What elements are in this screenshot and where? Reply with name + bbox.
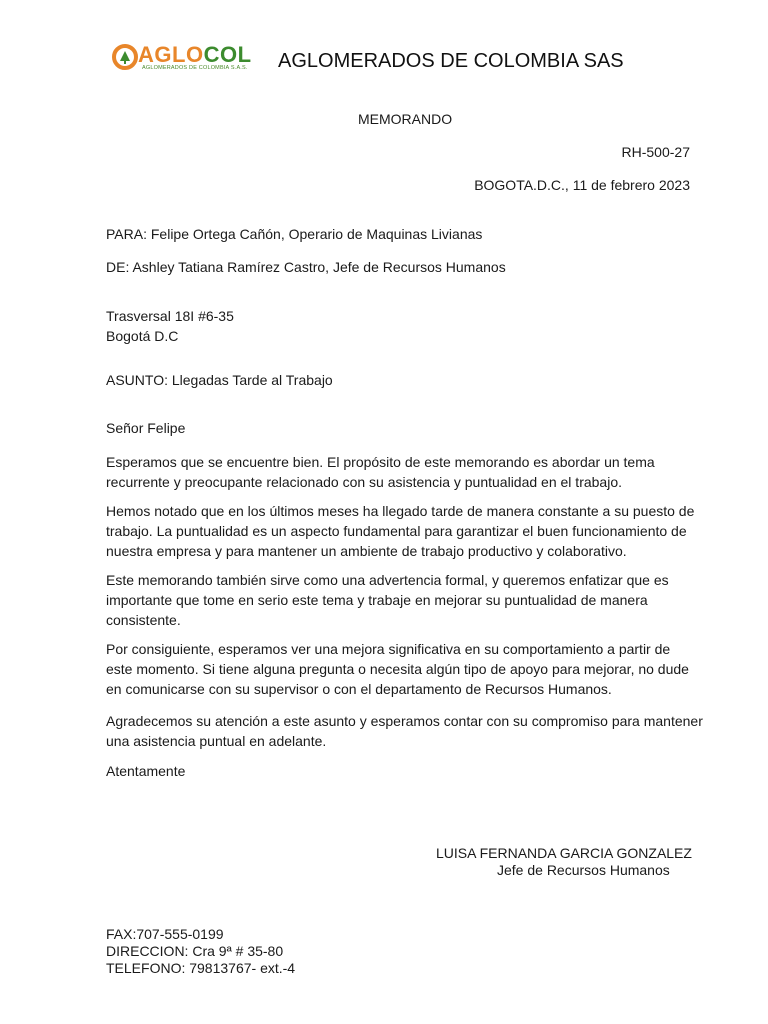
greeting: Señor Felipe	[106, 420, 186, 436]
closing: Atentamente	[106, 763, 186, 779]
company-name: AGLOMERADOS DE COLOMBIA SAS	[278, 50, 624, 72]
footer-phone: TELEFONO: 79813767- ext.-4	[106, 960, 296, 976]
memo-date: BOGOTA.D.C., 11 de febrero 2023	[474, 177, 690, 193]
footer-address: DIRECCION: Cra 9ª # 35-80	[106, 943, 284, 959]
signer-name: LUISA FERNANDA GARCIA GONZALEZ	[436, 845, 692, 861]
company-logo	[112, 42, 252, 74]
logo-subtitle: AGLOMERADOS DE COLOMBIA S.A.S.	[142, 65, 248, 71]
body-paragraph-3: Este memorando también sirve como una advertencia formal, y queremos enfatizar que es importante que tome en serio este tema y trabaje en mejorar su puntualidad de manera consistente.	[106, 572, 669, 628]
body-paragraph-1: Esperamos que se encuentre bien. El propósito de este memorando es abordar un tema recurrente y preocupante relacionado con su asistencia y puntualidad en el trabajo.	[106, 454, 655, 490]
address-line-1: Trasversal 18I #6-35	[106, 308, 234, 324]
footer-fax: FAX:707-555-0199	[106, 926, 224, 942]
memo-title: MEMORANDO	[358, 111, 453, 127]
signer-title: Jefe de Recursos Humanos	[497, 862, 670, 878]
to-line: PARA: Felipe Ortega Cañón, Operario de Maquinas Livianas	[106, 226, 483, 242]
body-paragraph-5: Agradecemos su atención a este asunto y esperamos contar con su compromiso para mantener una asistencia puntual en adelante.	[106, 713, 703, 749]
subject-line: ASUNTO: Llegadas Tarde al Trabajo	[106, 372, 333, 388]
logo-wordmark: AGLOCOL	[138, 42, 252, 67]
body-paragraph-2: Hemos notado que en los últimos meses ha llegado tarde de manera constante a su puesto de trabajo. La puntualidad es un aspecto fundamental para garantizar el buen funcionamiento de nuestra empresa y para mantener un ambiente de trabajo productivo y colaborativo.	[106, 503, 695, 559]
address-line-2: Bogotá D.C	[106, 328, 179, 344]
from-line: DE: Ashley Tatiana Ramírez Castro, Jefe de Recursos Humanos	[106, 259, 506, 275]
leaf-circle-icon	[112, 44, 138, 70]
memo-reference: RH-500-27	[621, 144, 690, 160]
body-paragraph-4: Por consiguiente, esperamos ver una mejora significativa en su comportamiento a partir de este momento. Si tiene alguna pregunta o necesita algún tipo de apoyo para mejorar, no dude en comunicarse con su supervisor o con el departamento de Recursos Humanos.	[106, 641, 689, 697]
